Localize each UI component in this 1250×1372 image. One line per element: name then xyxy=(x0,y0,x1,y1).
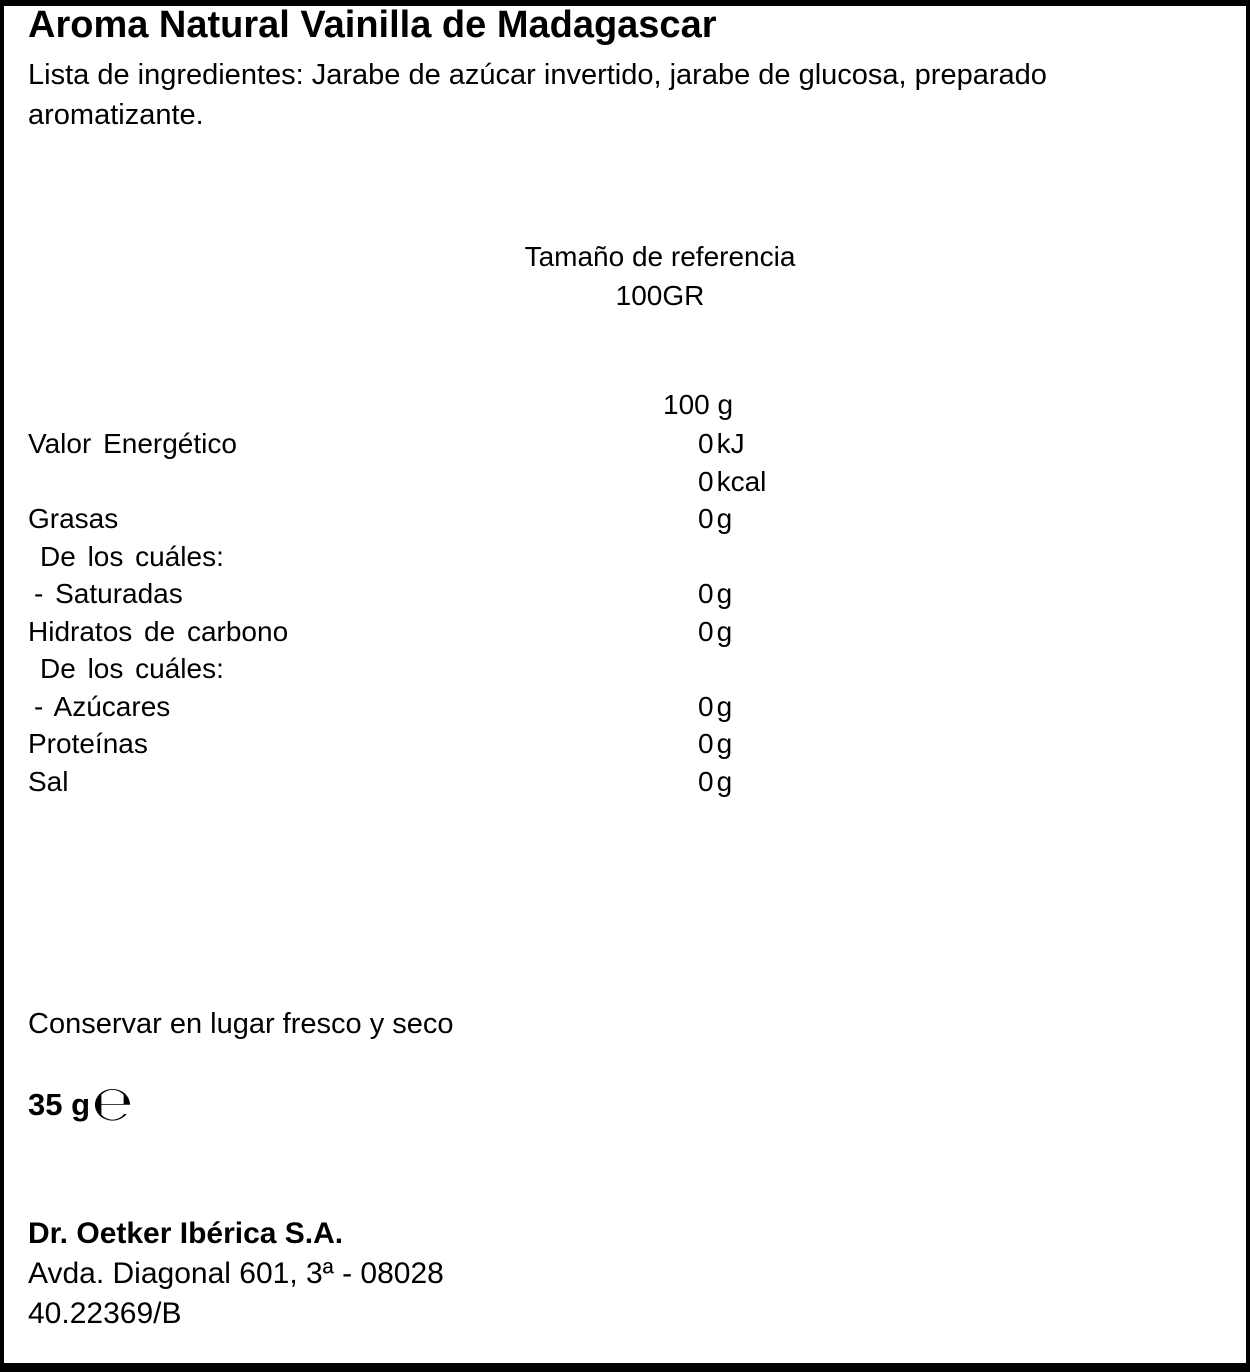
nutrition-row-of-which-carbs xyxy=(0,650,1250,688)
nutrition-value: 0 g xyxy=(698,503,733,534)
nutrition-label: Proteínas xyxy=(28,728,148,759)
nutrition-label: Grasas xyxy=(28,503,119,534)
nutrition-column-header: 100 g xyxy=(663,389,734,420)
nutrition-label: Hidratos de carbono xyxy=(28,615,289,647)
nutrition-value xyxy=(698,538,701,576)
nutrition-value: 0 g xyxy=(698,765,733,797)
nutrition-row-of-which-fat xyxy=(0,538,1250,576)
nutrition-label: De los cuáles: xyxy=(40,540,224,572)
nutrition-label: Valor Energético xyxy=(28,428,237,459)
reference-size-block xyxy=(360,237,960,315)
product-title: Aroma Natural Vainilla de Madagascar xyxy=(28,4,717,46)
nutrition-label: - Azúcares xyxy=(34,690,171,722)
nutrition-row-energy-kcal xyxy=(0,463,1250,501)
nutrition-value: 0 kJ xyxy=(698,428,745,459)
nutrition-value: 0 g xyxy=(698,578,733,609)
reference-size-label: Tamaño de referencia xyxy=(524,241,796,272)
ingredients-list: Lista de ingredientes: Jarabe de azúcar invertido, jarabe de glucosa, preparado aromatizante. xyxy=(28,59,1047,131)
manufacturer-block xyxy=(28,1214,444,1334)
nutrition-row-fat xyxy=(0,500,1250,538)
manufacturer-code: 40.22369/B xyxy=(28,1297,182,1330)
nutrition-value: 0 g xyxy=(698,728,733,759)
manufacturer-address: Avda. Diagonal 601, 3ª - 08028 xyxy=(28,1257,444,1290)
nutrition-value xyxy=(698,650,701,688)
reference-size-value: 100GR xyxy=(615,280,705,311)
nutrition-label: - Saturadas xyxy=(34,578,183,609)
nutrition-value: 0 g xyxy=(698,690,733,722)
nutrition-row-carbohydrate xyxy=(0,613,1250,651)
estimated-sign-icon: ℮ xyxy=(92,1076,134,1132)
net-weight-value: 35 g xyxy=(28,1087,91,1122)
nutrition-value: 0 g xyxy=(698,615,733,647)
nutrition-row-salt xyxy=(0,763,1250,801)
nutrition-value: 0 kcal xyxy=(698,465,767,497)
storage-instructions: Conservar en lugar fresco y seco xyxy=(28,1008,454,1040)
net-weight xyxy=(28,1076,134,1132)
nutrition-row-saturates xyxy=(0,575,1250,613)
nutrition-table xyxy=(0,425,1250,800)
nutrition-row-energy xyxy=(0,425,1250,463)
nutrition-row-protein xyxy=(0,725,1250,763)
nutrition-label: Sal xyxy=(28,765,69,797)
nutrition-label: De los cuáles: xyxy=(40,653,224,684)
nutrition-row-sugars xyxy=(0,688,1250,726)
manufacturer-name: Dr. Oetker Ibérica S.A. xyxy=(28,1217,344,1250)
